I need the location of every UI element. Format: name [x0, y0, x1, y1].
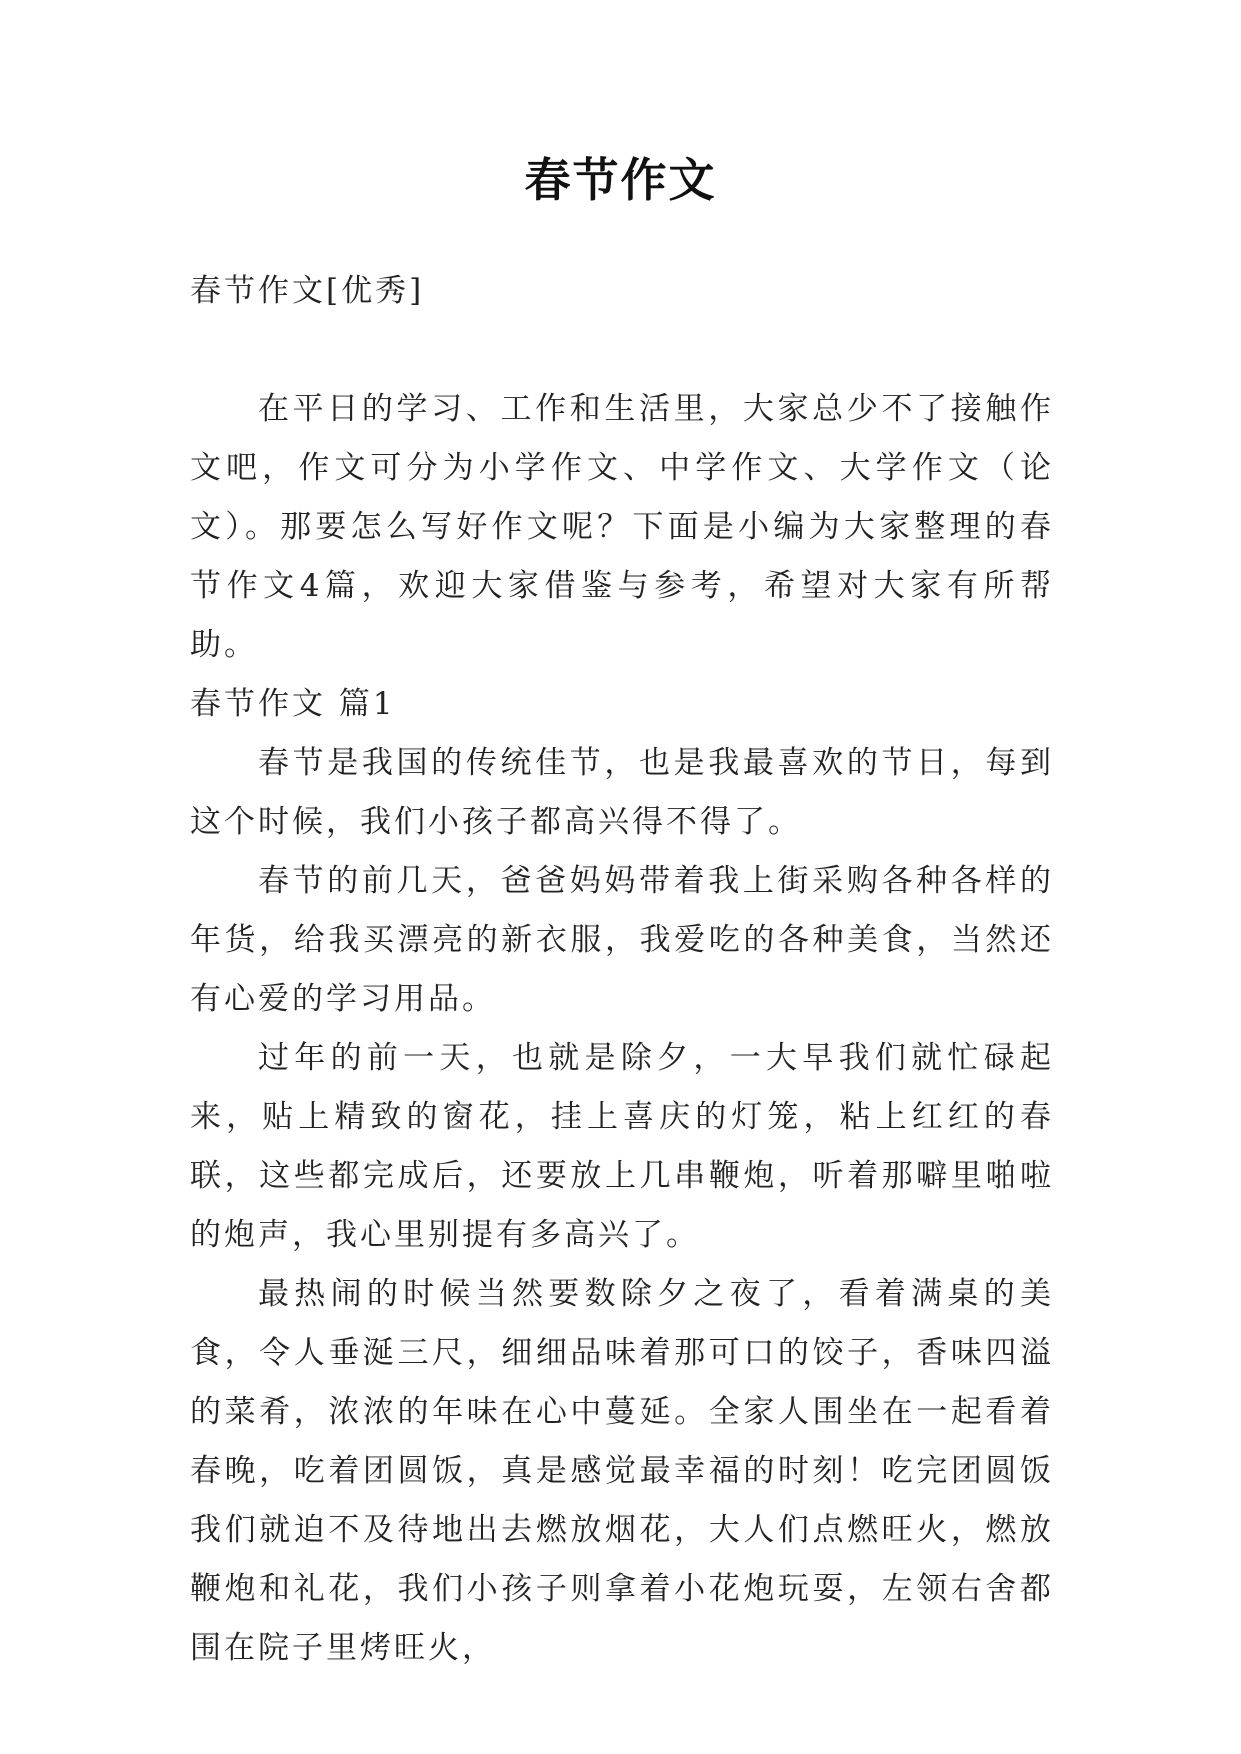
- body-paragraph: 春节是我国的传统佳节，也是我最喜欢的节日，每到这个时候，我们小孩子都高兴得不得了。: [190, 745, 1054, 840]
- intro-paragraph: 在平日的学习、工作和生活里，大家总少不了接触作文吧，作文可分为小学作文、中学作文、大学作文（论文）。那要怎么写好作文呢？下面是小编为大家整理的春节作文4篇，欢迎大家借鉴与参考，希望对大家有所帮助。: [190, 391, 1054, 663]
- body-paragraph: 过年的前一天，也就是除夕，一大早我们就忙碌起来，贴上精致的窗花，挂上喜庆的灯笼，粘上红红的春联，这些都完成后，还要放上几串鞭炮，听着那噼里啪啦的炮声，我心里别提有多高兴了。: [190, 1040, 1054, 1253]
- document-subtitle: 春节作文[优秀]: [190, 273, 425, 309]
- document-title: 春节作文: [524, 153, 717, 207]
- body-paragraph: 最热闹的时候当然要数除夕之夜了，看着满桌的美食，令人垂涎三尺，细细品味着那可口的饺子，香味四溢的菜肴，浓浓的年味在心中蔓延。全家人围坐在一起看着春晚，吃着团圆饭，真是感觉最幸福的时刻！吃完团圆饭我们就迫不及待地出去燃放烟花，大人们点燃旺火，燃放鞭炮和礼花，我们小孩子则拿着小花炮玩耍，左领右舍都围在院子里烤旺火，: [190, 1276, 1054, 1666]
- section-heading: 春节作文 篇1: [190, 686, 396, 722]
- body-paragraph: 春节的前几天，爸爸妈妈带着我上街采购各种各样的年货，给我买漂亮的新衣服，我爱吃的各种美食，当然还有心爱的学习用品。: [190, 863, 1054, 1017]
- document-body: [190, 262, 1054, 1678]
